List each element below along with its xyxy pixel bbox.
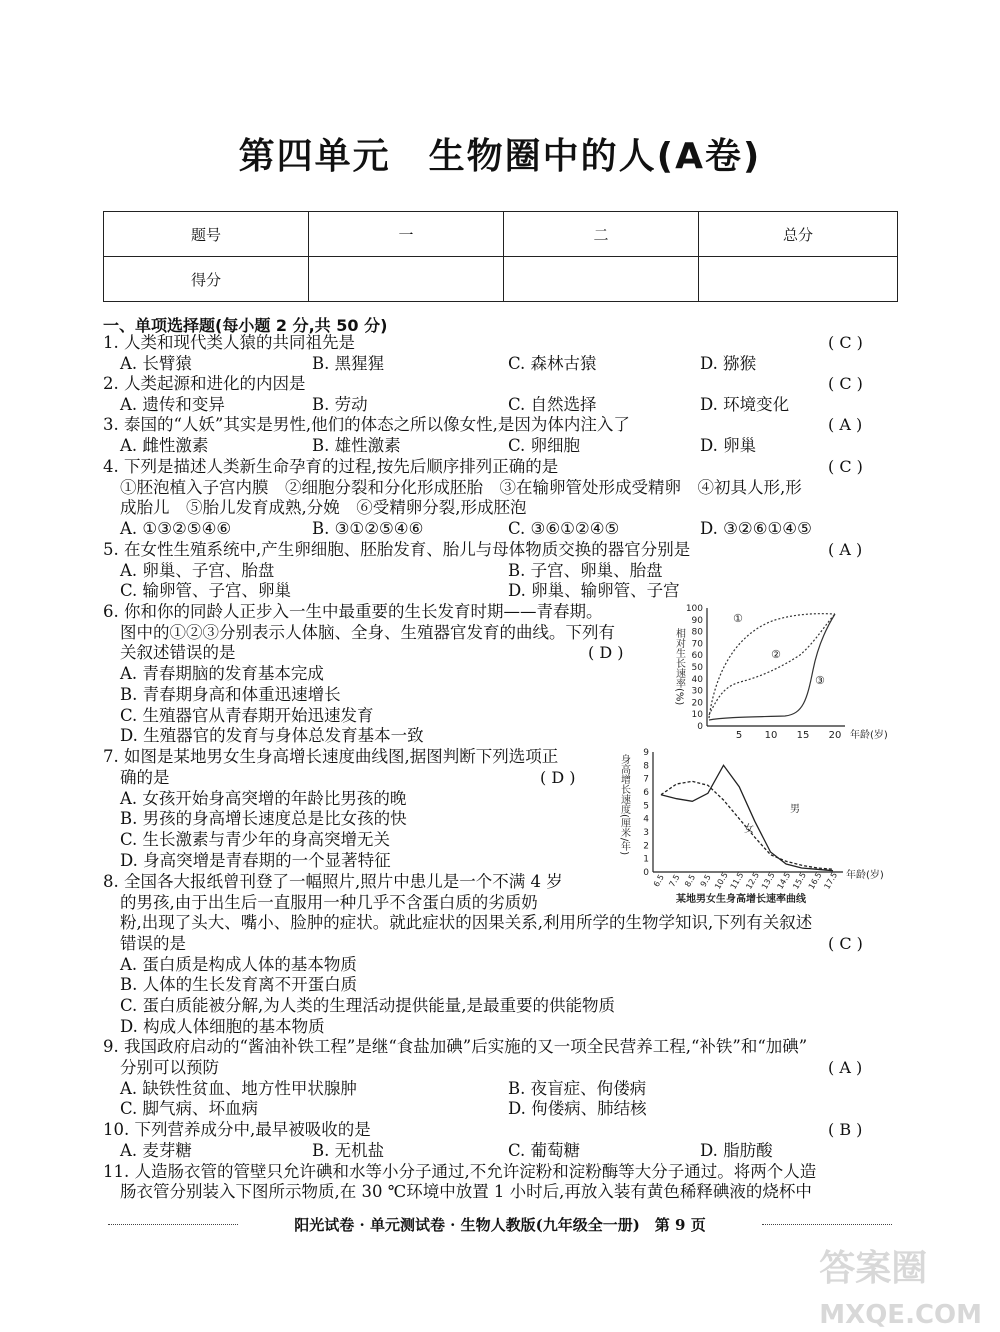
option: C. 生长激素与青少年的身高突增无关 bbox=[120, 830, 391, 849]
question-line: 成胎儿 ⑤胎儿发育成熟,分娩 ⑥受精卵分裂,形成胚泡 bbox=[120, 498, 527, 517]
score-row-label: 得分 bbox=[104, 257, 309, 302]
score-input-cell[interactable] bbox=[699, 257, 898, 302]
option: C. 生殖器官从青春期开始迅速发育 bbox=[120, 706, 374, 725]
chart2-ylabel: 身高增长速度(厘米/年) bbox=[618, 754, 630, 856]
section-heading: 一、单项选择题(每小题 2 分,共 50 分) bbox=[103, 316, 388, 335]
question-stem: 2. 人类起源和进化的内因是 bbox=[103, 374, 306, 393]
chart2-xtick-label: 8.5 bbox=[683, 872, 698, 889]
option: D. 卵巢 bbox=[700, 436, 757, 455]
question-stem: 5. 在女性生殖系统中,产生卵细胞、胚胎发育、胎儿与母体物质交换的器官分别是 bbox=[103, 540, 691, 559]
question-line: 8. 全国各大报纸曾刊登了一幅照片,照片中患儿是一个不满 4 岁 bbox=[103, 872, 563, 891]
answer-mark: ( D ) bbox=[588, 643, 624, 662]
question-line: 关叙述错误的是 bbox=[120, 643, 236, 662]
option: B. ③①②⑤④⑥ bbox=[312, 519, 424, 538]
answer-mark: ( D ) bbox=[540, 768, 576, 787]
question-line: ①胚泡植入子宫内膜 ②细胞分裂和分化形成胚胎 ③在输卵管处形成受精卵 ④初具人形,形 bbox=[120, 478, 802, 497]
chart2-xtick-label: 7.5 bbox=[667, 872, 682, 889]
option: B. 雄性激素 bbox=[312, 436, 401, 455]
question-line: 错误的是 bbox=[120, 934, 186, 953]
answer-mark: ( A ) bbox=[828, 1058, 863, 1077]
marker-3: ③ bbox=[815, 674, 825, 687]
question-line: 6. 你和你的同龄人正步入一生中最重要的生长发育时期——青春期。 bbox=[103, 602, 603, 621]
score-header-cell: 二 bbox=[504, 212, 699, 257]
watermark-logo: 答案圈 MXQE.COM bbox=[819, 1248, 982, 1330]
question-stem: 10. 下列营养成分中,最早被吸收的是 bbox=[103, 1120, 371, 1139]
legend-male: 男 bbox=[790, 804, 800, 815]
chart1-ytick-label: 0 bbox=[697, 722, 703, 732]
chart2-title: 某地男女生身高增长速率曲线 bbox=[676, 894, 806, 905]
option: A. 卵巢、子宫、胎盘 bbox=[120, 561, 275, 580]
page-footer: 阳光试卷 · 单元测试卷 · 生物人教版(九年级全一册) 第 9 页 bbox=[294, 1216, 706, 1234]
answer-mark: ( A ) bbox=[828, 540, 863, 559]
score-table bbox=[103, 211, 898, 302]
option: D. 构成人体细胞的基本物质 bbox=[120, 1017, 325, 1036]
option: B. 子宫、卵巢、胎盘 bbox=[508, 561, 663, 580]
chart2-ytick-label: 8 bbox=[643, 761, 649, 772]
chart2-ytick-label: 9 bbox=[643, 748, 649, 758]
answer-mark: ( C ) bbox=[828, 934, 863, 953]
option: A. 长臂猿 bbox=[120, 354, 192, 373]
answer-mark: ( B ) bbox=[828, 1120, 863, 1139]
question-line: 肠衣管分别装入下图所示物质,在 30 ℃环境中放置 1 小时后,再放入装有黄色稀释碘液的烧杯中 bbox=[120, 1182, 812, 1201]
marker-2: ② bbox=[771, 648, 781, 661]
question-line: 确的是 bbox=[120, 768, 170, 787]
chart2-ytick-label: 5 bbox=[643, 801, 649, 812]
option: D. 卵巢、输卵管、子宫 bbox=[508, 581, 680, 600]
question-line: 7. 如图是某地男女生身高增长速度曲线图,据图判断下列选项正 bbox=[103, 747, 559, 766]
option: B. 人体的生长发育离不开蛋白质 bbox=[120, 975, 358, 994]
marker-1: ① bbox=[733, 612, 743, 625]
option: B. 夜盲症、佝偻病 bbox=[508, 1079, 647, 1098]
option: A. 缺铁性贫血、地方性甲状腺肿 bbox=[120, 1079, 357, 1098]
question-line: 9. 我国政府启动的“酱油补铁工程”是继“食盐加碘”后实施的又一项全民营养工程,“补铁”和“加碘” bbox=[103, 1037, 808, 1056]
chart2-xtick-label: 13.5 bbox=[759, 870, 777, 891]
option: C. 输卵管、子宫、卵巢 bbox=[120, 581, 292, 600]
chart1-ytick-label: 10 bbox=[691, 710, 703, 721]
chart2-ytick-label: 2 bbox=[643, 841, 649, 852]
chart2-ytick-label: 3 bbox=[643, 828, 649, 838]
chart1-ytick-label: 80 bbox=[691, 627, 703, 638]
question-line: 的男孩,由于出生后一直服用一种几乎不含蛋白质的劣质奶 bbox=[120, 893, 538, 912]
option: D. 猕猴 bbox=[700, 354, 757, 373]
option: C. 自然选择 bbox=[508, 395, 597, 414]
chart1-xtick-label: 20 bbox=[828, 730, 842, 741]
option: A. ①③②⑤④⑥ bbox=[120, 519, 232, 538]
option: C. ③⑥①②④⑤ bbox=[508, 519, 620, 538]
chart2-ytick-label: 4 bbox=[643, 814, 649, 825]
option: B. 男孩的身高增长速度总是比女孩的快 bbox=[120, 809, 407, 828]
chart2-xtick-label: 15.5 bbox=[791, 870, 808, 891]
chart1-xtick-label: 15 bbox=[796, 730, 810, 741]
option: C. 森林古猿 bbox=[508, 354, 597, 373]
height-growth-chart bbox=[618, 742, 908, 912]
question-line: 图中的①②③分别表示人体脑、全身、生殖器官发育的曲线。下列有 bbox=[120, 623, 615, 642]
chart2-xtick-label: 14.5 bbox=[775, 870, 793, 891]
chart1-xlabel: 年龄(岁) bbox=[850, 730, 888, 741]
question-stem: 3. 泰国的“人妖”其实是男性,他们的体态之所以像女性,是因为体内注入了 bbox=[103, 415, 630, 434]
chart1-ylabel: 相对生长速率(%) bbox=[673, 628, 685, 706]
curve-brain bbox=[709, 614, 835, 718]
chart1-xtick-label: 5 bbox=[735, 730, 743, 741]
chart2-ytick-label: 7 bbox=[643, 774, 649, 785]
chart2-xtick-label: 17.5 bbox=[822, 870, 840, 891]
score-header-cell: 题号 bbox=[104, 212, 309, 257]
chart1-ytick-label: 90 bbox=[691, 615, 703, 626]
option: D. 身高突增是青春期的一个显著特征 bbox=[120, 851, 391, 870]
option: A. 雌性激素 bbox=[120, 436, 209, 455]
option: C. 葡萄糖 bbox=[508, 1141, 581, 1160]
question-line: 分别可以预防 bbox=[120, 1058, 219, 1077]
chart2-ytick-label: 1 bbox=[643, 854, 649, 865]
chart1-xtick-label: 10 bbox=[764, 730, 778, 741]
option: B. 青春期身高和体重迅速增长 bbox=[120, 685, 341, 704]
answer-mark: ( C ) bbox=[828, 333, 863, 352]
option: A. 青春期脑的发育基本完成 bbox=[120, 664, 324, 683]
chart2-ytick-label: 6 bbox=[643, 788, 649, 798]
option: A. 麦芽糖 bbox=[120, 1141, 192, 1160]
option: D. 环境变化 bbox=[700, 395, 790, 414]
question-stem: 1. 人类和现代类人猿的共同祖先是 bbox=[103, 333, 355, 352]
option: A. 蛋白质是构成人体的基本物质 bbox=[120, 955, 357, 974]
option: D. 佝偻病、肺结核 bbox=[508, 1099, 647, 1118]
answer-mark: ( C ) bbox=[828, 457, 863, 476]
score-input-cell[interactable] bbox=[309, 257, 504, 302]
chart2-xtick-label: 16.5 bbox=[806, 870, 824, 891]
chart2-xtick-label: 11.5 bbox=[728, 870, 746, 891]
option: B. 黑猩猩 bbox=[312, 354, 385, 373]
option: B. 无机盐 bbox=[312, 1141, 385, 1160]
chart1-ytick-label: 40 bbox=[691, 674, 703, 685]
chart1-ytick-label: 100 bbox=[685, 604, 703, 614]
chart2-xtick-label: 6.5 bbox=[651, 872, 666, 889]
chart1-ytick-label: 60 bbox=[691, 651, 703, 662]
chart2-xlabel: 年龄(岁) bbox=[846, 870, 884, 881]
option: A. 女孩开始身高突增的年龄比男孩的晚 bbox=[120, 789, 407, 808]
chart2-xtick-label: 12.5 bbox=[744, 870, 762, 891]
page-title: 第四单元 生物圈中的人(A卷) bbox=[238, 136, 762, 177]
chart1-ytick-label: 20 bbox=[691, 698, 703, 709]
answer-mark: ( C ) bbox=[828, 374, 863, 393]
question-stem: 4. 下列是描述人类新生命孕育的过程,按先后顺序排列正确的是 bbox=[103, 457, 559, 476]
chart2-xtick-label: 9.5 bbox=[698, 872, 713, 889]
chart1-ytick-label: 30 bbox=[691, 686, 703, 697]
option: C. 卵细胞 bbox=[508, 436, 581, 455]
score-header-cell: 一 bbox=[309, 212, 504, 257]
answer-mark: ( A ) bbox=[828, 415, 863, 434]
option: A. 遗传和变异 bbox=[120, 395, 225, 414]
option: C. 蛋白质能被分解,为人类的生理活动提供能量,是最重要的供能物质 bbox=[120, 996, 616, 1015]
chart1-ytick-label: 50 bbox=[691, 663, 703, 673]
legend-female: 女 bbox=[744, 824, 754, 835]
option: C. 脚气病、坏血病 bbox=[120, 1099, 259, 1118]
option: D. ③②⑥①④⑤ bbox=[700, 519, 812, 538]
question-line: 粉,出现了头大、嘴小、脸肿的症状。就此症状的因果关系,利用所学的生物学知识,下列有关叙述 bbox=[120, 913, 813, 932]
score-header-cell: 总分 bbox=[699, 212, 898, 257]
question-line: 11. 人造肠衣管的管壁只允许碘和水等小分子通过,不允许淀粉和淀粉酶等大分子通过。将两个人造 bbox=[103, 1162, 817, 1181]
option: D. 生殖器官的发育与身体总发育基本一致 bbox=[120, 726, 424, 745]
footer-rule-right bbox=[762, 1224, 892, 1225]
series-line-male bbox=[661, 765, 833, 870]
chart2-ytick-label: 0 bbox=[643, 868, 649, 878]
option: B. 劳动 bbox=[312, 395, 368, 414]
growth-curve-chart bbox=[665, 600, 910, 745]
curve-body bbox=[709, 614, 835, 715]
chart1-ytick-label: 70 bbox=[691, 639, 703, 650]
score-input-cell[interactable] bbox=[504, 257, 699, 302]
chart2-xtick-label: 10.5 bbox=[713, 870, 730, 891]
curve-reproductive bbox=[709, 614, 835, 720]
option: D. 脂肪酸 bbox=[700, 1141, 773, 1160]
